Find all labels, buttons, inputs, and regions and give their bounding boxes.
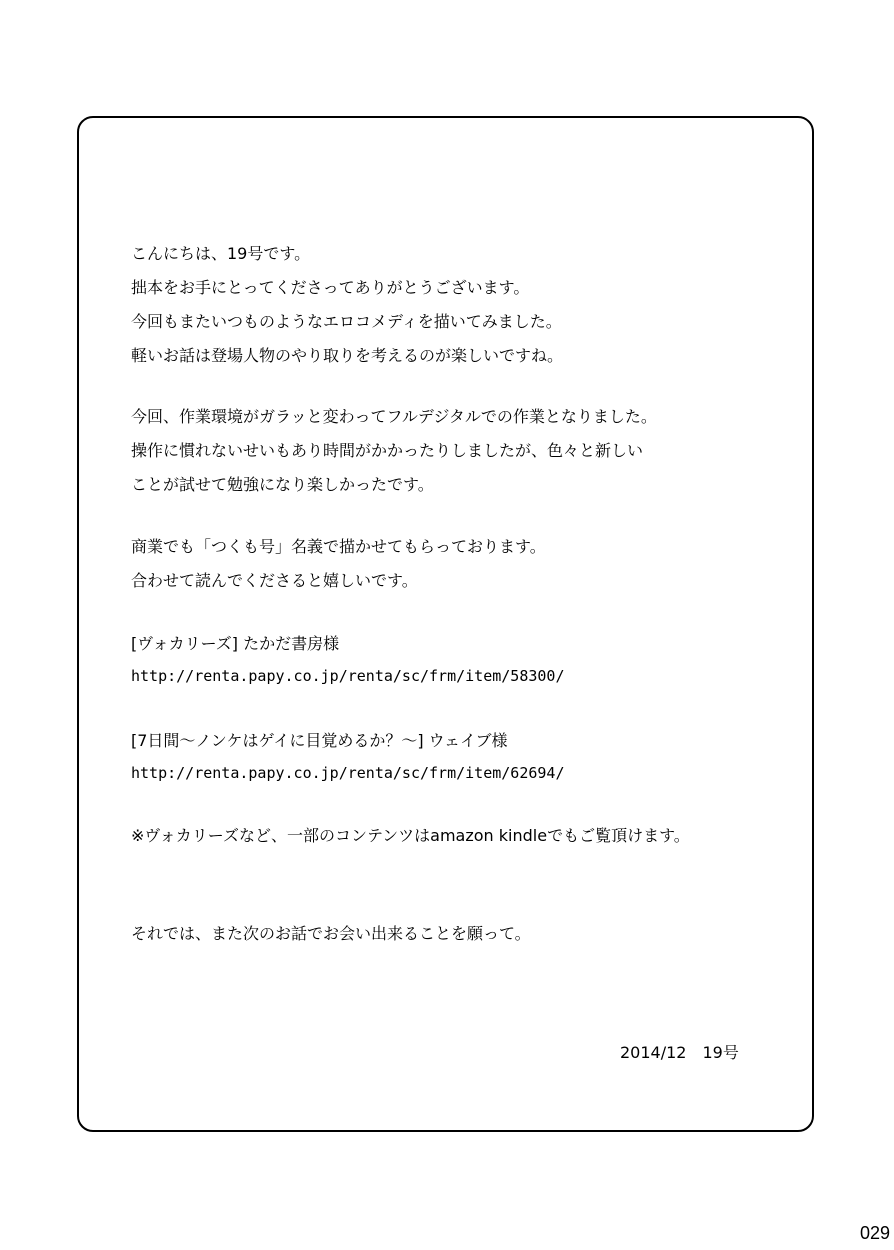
work-title: [ヴォカリーズ] たかだ書房様: [131, 634, 340, 653]
letter-line: 軽いお話は登場人物のやり取りを考えるのが楽しいですね。: [131, 346, 564, 365]
letter-line: こんにちは、19号です。: [131, 244, 311, 263]
letter-line: 合わせて読んでくださると嬉しいです。: [131, 571, 418, 590]
work-url[interactable]: http://renta.papy.co.jp/renta/sc/frm/item/62694/: [131, 764, 565, 782]
letter-line: ことが試せて勉強になり楽しかったです。: [131, 475, 434, 494]
page-number: 029: [859, 1223, 890, 1243]
letter-line: 商業でも「つくも号」名義で描かせてもらっております。: [131, 537, 546, 556]
signature: 2014/12 19号: [620, 1043, 739, 1062]
letter-line: 今回もまたいつものようなエロコメディを描いてみました。: [131, 312, 562, 331]
work-title: [7日間～ノンケはゲイに目覚めるか？～] ウェイブ様: [131, 731, 508, 750]
closing-line: それでは、また次のお話でお会い出来ることを願って。: [131, 924, 531, 943]
kindle-note: ※ヴォカリーズなど、一部のコンテンツはamazon kindleでもご覧頂けます。: [131, 826, 690, 845]
letter-frame: [77, 116, 814, 1132]
letter-line: 操作に慣れないせいもあり時間がかかったりしましたが、色々と新しい: [131, 441, 644, 460]
letter-line: 今回、作業環境がガラッと変わってフルデジタルでの作業となりました。: [131, 407, 657, 426]
work-url[interactable]: http://renta.papy.co.jp/renta/sc/frm/item/58300/: [131, 667, 565, 685]
letter-line: 拙本をお手にとってくださってありがとうございます。: [131, 278, 530, 297]
